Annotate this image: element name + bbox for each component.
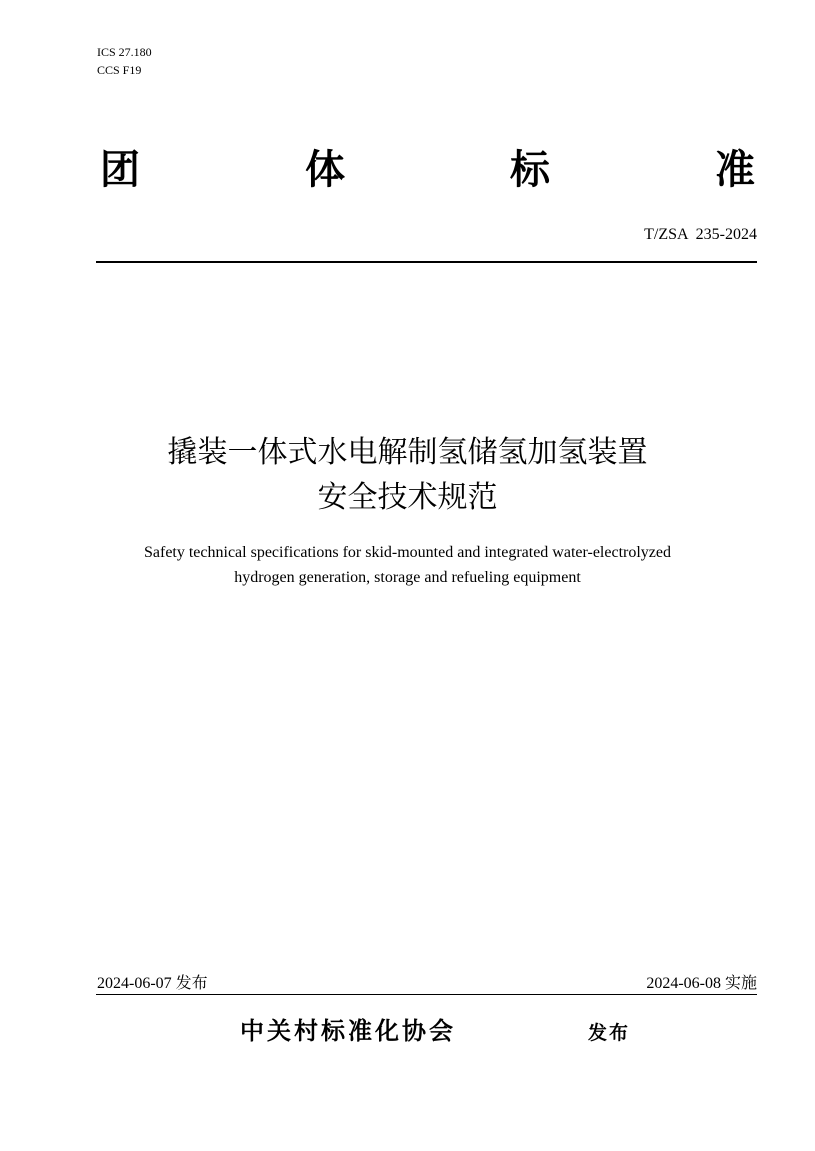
banner-char: 团 bbox=[100, 147, 140, 193]
title-chinese-line-1: 撬装一体式水电解制氢储氢加氢装置 bbox=[167, 435, 648, 470]
banner-char: 体 bbox=[305, 147, 345, 193]
banner-char: 标 bbox=[510, 147, 550, 193]
ccs-code: CCS F19 bbox=[97, 63, 142, 77]
bottom-divider bbox=[96, 994, 757, 995]
title-chinese-line-2: 安全技术规范 bbox=[317, 480, 498, 515]
top-divider bbox=[96, 261, 757, 263]
publisher-action: 发布 bbox=[588, 1022, 631, 1044]
banner-char: 准 bbox=[715, 147, 755, 193]
title-english-line-2: hydrogen generation, storage and refueling equipment bbox=[234, 569, 581, 586]
title-chinese bbox=[60, 430, 755, 520]
title-english-line-1: Safety technical specifications for skid-mounted and integrated water-electrolyzed bbox=[143, 544, 671, 561]
issue-date: 2024-06-07 发布 bbox=[97, 975, 208, 992]
publisher-name: 中关村标准化协会 bbox=[240, 1017, 456, 1045]
implementation-date: 2024-06-08 实施 bbox=[646, 975, 757, 992]
ics-code: ICS 27.180 bbox=[97, 45, 152, 59]
standard-number: T/ZSA 235-2024 bbox=[644, 226, 757, 243]
title-english bbox=[60, 540, 755, 590]
standard-type-banner bbox=[100, 146, 755, 194]
classification-codes bbox=[97, 43, 152, 79]
